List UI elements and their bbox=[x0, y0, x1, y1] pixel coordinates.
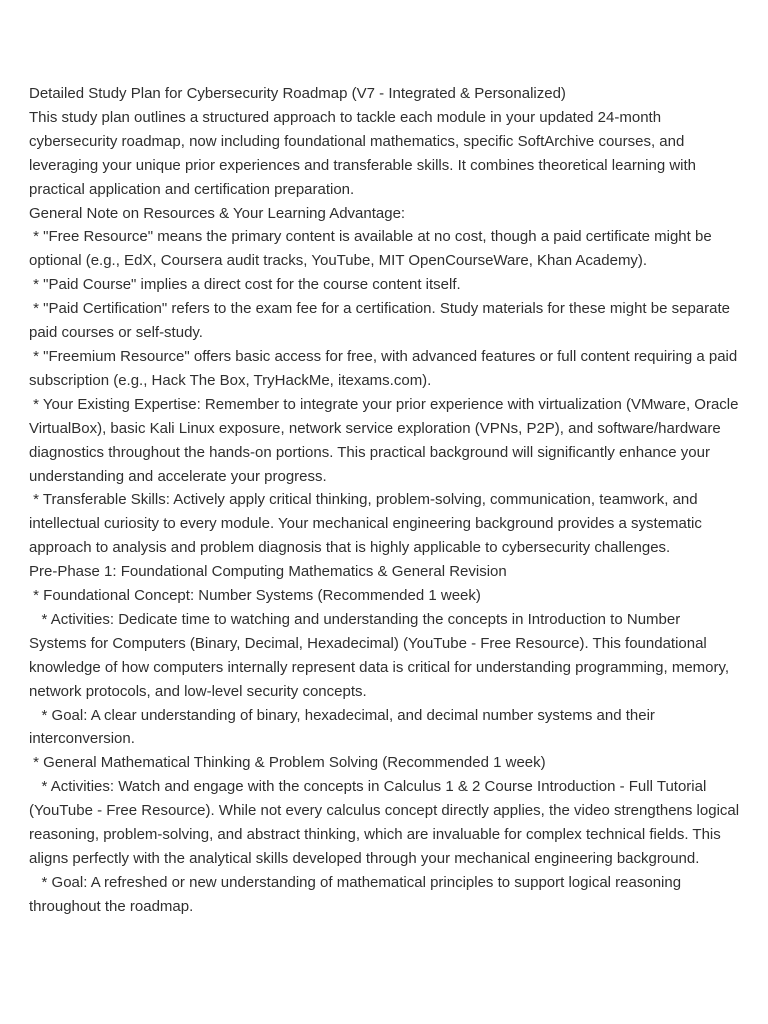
bullet-existing-expertise: * Your Existing Expertise: Remember to integrate your prior experience with virtualization (VMware, Oracle VirtualBox), basic Kali Linux exposure, network service exploration (VPNs, P2P), and software/hardware diagnostics throughout the hands-on portions. This practical background will significantly enhance your understanding and accelerate your progress. bbox=[29, 395, 743, 485]
sub-bullet-number-systems-goal: * Goal: A clear understanding of binary, hexadecimal, and decimal number systems and their interconversion. bbox=[29, 706, 660, 748]
document-body bbox=[29, 82, 744, 919]
sub-bullet-math-activities: * Activities: Watch and engage with the concepts in Calculus 1 & 2 Course Introduction - Full Tutorial (YouTube - Free Resource). While not every calculus concept directly applies, the video strengthens logical reasoning, problem-solving, and abstract thinking, which are invaluable for complex technical fields. This aligns perfectly with the analytical skills developed through your mechanical engineering background. bbox=[29, 778, 744, 867]
bullet-paid-certification: * "Paid Certification" refers to the exam fee for a certification. Study materials for these might be separate paid courses or self-study. bbox=[29, 300, 735, 342]
bullet-free-resource: * "Free Resource" means the primary content is available at no cost, though a paid certificate might be optional (e.g., EdX, Coursera audit tracks, YouTube, MIT OpenCourseWare, Khan Academy). bbox=[29, 228, 716, 270]
sub-bullet-number-systems-activities: * Activities: Dedicate time to watching and understanding the concepts in Introduction to Number Systems for Computers (Binary, Decimal, Hexadecimal) (YouTube - Free Resource). This foundational knowledge of how computers internally represent data is critical for understanding programming, memory, network protocols, and low-level security concepts. bbox=[29, 610, 734, 700]
bullet-paid-course: * "Paid Course" implies a direct cost for the course content itself. bbox=[29, 276, 461, 294]
bullet-number-systems: * Foundational Concept: Number Systems (Recommended 1 week) bbox=[29, 587, 481, 605]
section-heading-general-note: General Note on Resources & Your Learning Advantage: bbox=[29, 204, 406, 222]
document-title: Detailed Study Plan for Cybersecurity Roadmap (V7 - Integrated & Personalized) bbox=[29, 85, 566, 102]
sub-bullet-math-goal: * Goal: A refreshed or new understanding of mathematical principles to support logical reasoning throughout the roadmap. bbox=[29, 873, 686, 915]
bullet-mathematical-thinking: * General Mathematical Thinking & Problem Solving (Recommended 1 week) bbox=[29, 754, 546, 772]
bullet-freemium-resource: * "Freemium Resource" offers basic access for free, with advanced features or full content requiring a paid subscription (e.g., Hack The Box, TryHackMe, itexams.com). bbox=[29, 347, 742, 389]
intro-paragraph: This study plan outlines a structured approach to tackle each module in your updated 24-month cybersecurity roadmap, now including foundational mathematics, specific SoftArchive courses, and leveraging your unique prior experiences and transferable skills. It combines theoretical learning with practical application and certification preparation. bbox=[29, 108, 701, 198]
bullet-transferable-skills: * Transferable Skills: Actively apply critical thinking, problem-solving, communication, teamwork, and intellectual curiosity to every module. Your mechanical engineering background provides a systematic approach to analysis and problem diagnosis that is highly applicable to cybersecurity challenges. bbox=[29, 491, 707, 557]
section-heading-pre-phase-1: Pre-Phase 1: Foundational Computing Mathematics & General Revision bbox=[29, 563, 507, 581]
